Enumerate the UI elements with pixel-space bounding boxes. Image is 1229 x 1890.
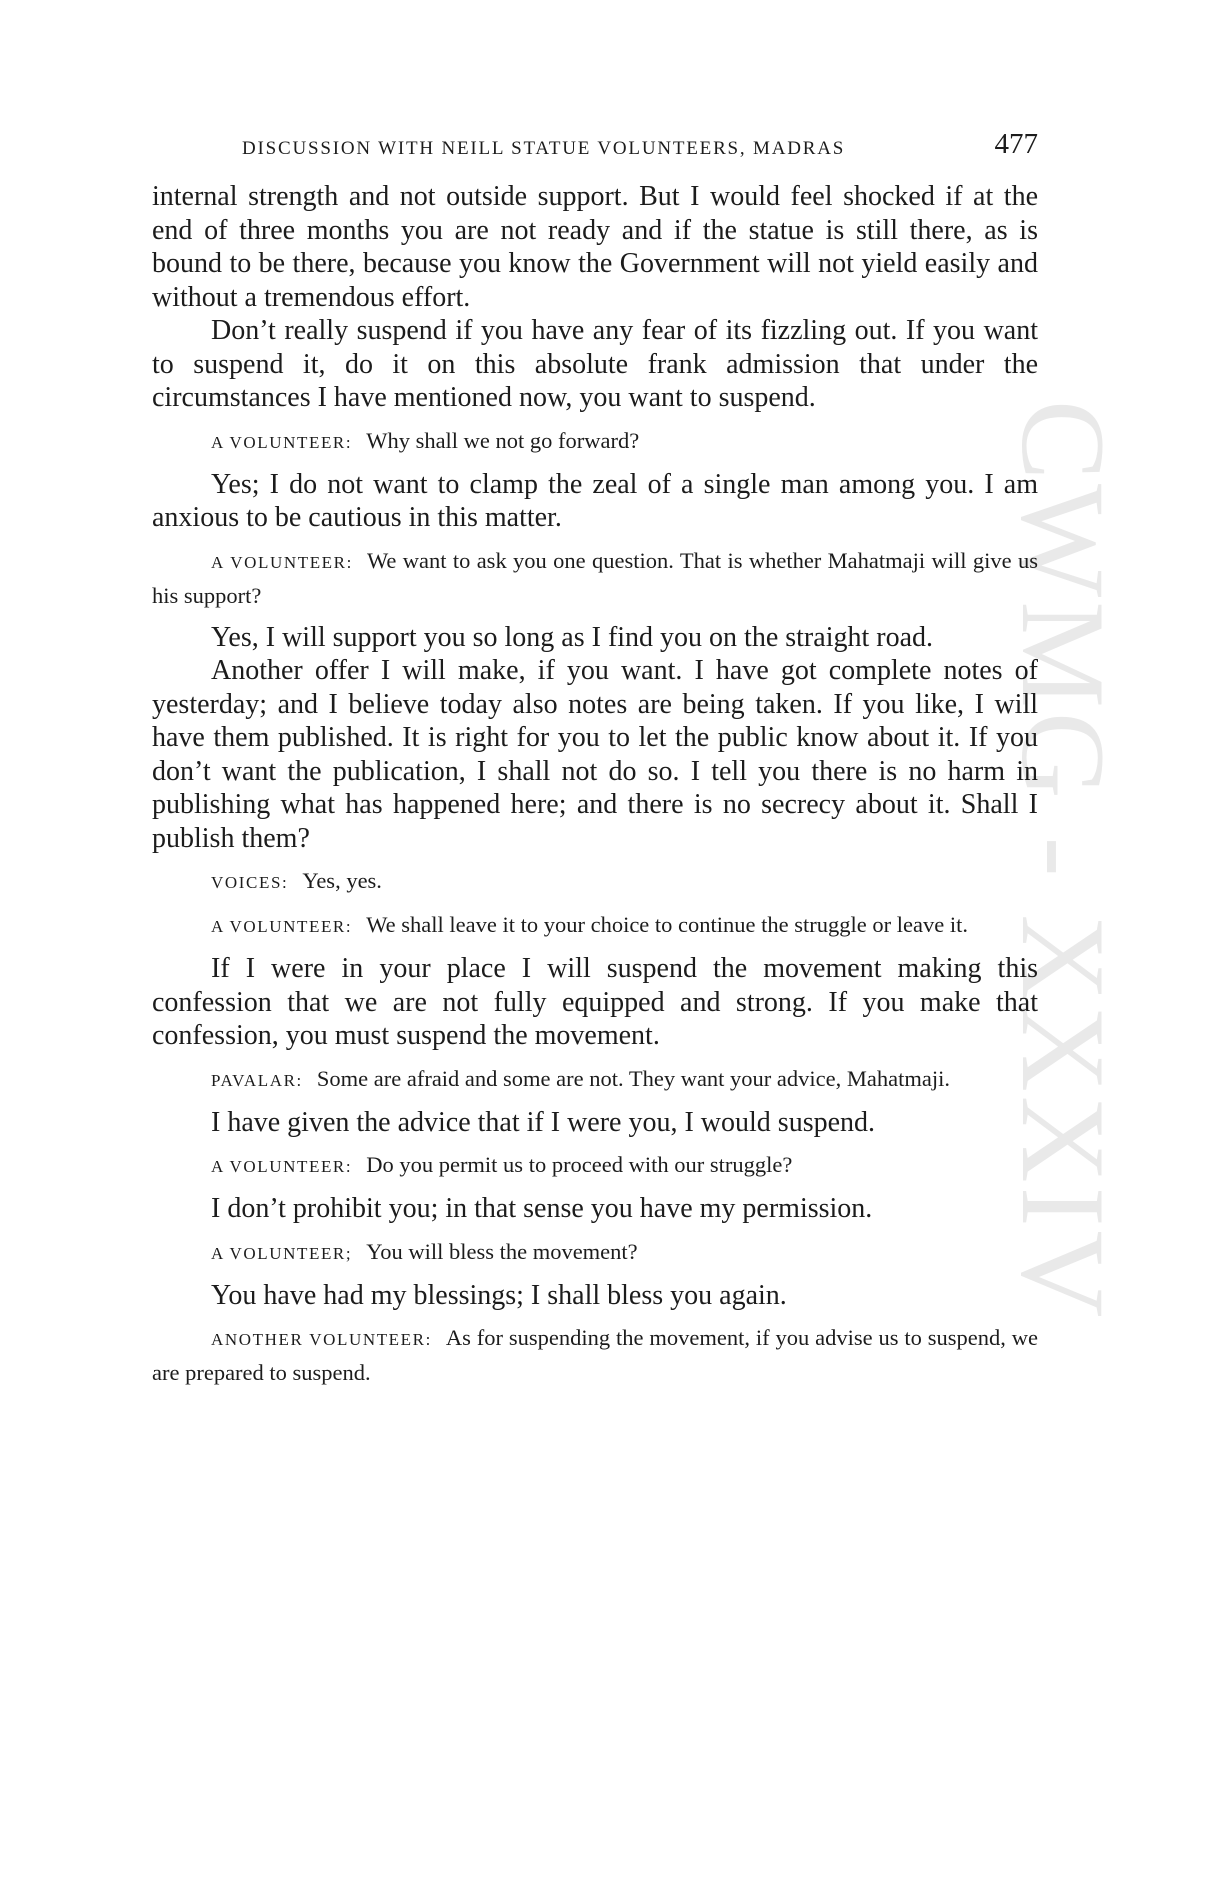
- paragraph-6: If I were in your place I will suspend the movement making this confession that we are not fully equipped and strong. If you make that confession, you must suspend the movement.: [152, 953, 1038, 1051]
- dialogue-2: [152, 544, 1038, 612]
- dialogue-7: [152, 1235, 1038, 1270]
- dialogue-text: Do you permit us to proceed with our struggle?: [366, 1152, 793, 1177]
- speaker-label: PAVALAR:: [211, 1070, 303, 1090]
- dialogue-text: Why shall we not go forward?: [366, 427, 640, 453]
- speaker-label: A VOLUNTEER;: [211, 1243, 353, 1263]
- dialogue-5: [152, 1062, 1038, 1097]
- page-header: [152, 128, 1038, 162]
- dialogue-4: [152, 908, 1038, 943]
- running-head: DISCUSSION WITH NEILL STATUE VOLUNTEERS, MADRAS: [242, 138, 846, 159]
- paragraph-1: internal strength and not outside support. But I would feel shocked if at the end of three months you are not ready and if the statue is still there, as is bound to be there, because you know the Government will not yield easily and without a tremendous effort.: [152, 181, 1038, 313]
- dialogue-text: We shall leave it to your choice to continue the struggle or leave it.: [366, 912, 968, 937]
- watermark: CWMG - XXXIV: [997, 400, 1130, 1322]
- dialogue-text: Some are afraid and some are not. They want your advice, Mahatmaji.: [316, 1065, 950, 1091]
- dialogue-text: You will bless the movement?: [366, 1238, 638, 1264]
- paragraph-3: Yes; I do not want to clamp the zeal of a single man among you. I am anxious to be cautious in this matter.: [152, 468, 1038, 533]
- page: [152, 128, 1038, 1398]
- speaker-label: A VOLUNTEER:: [211, 552, 353, 572]
- speaker-label: VOICES:: [211, 873, 289, 892]
- paragraph-7: I have given the advice that if I were you, I would suspend.: [211, 1106, 876, 1138]
- speaker-label: A VOLUNTEER:: [211, 917, 353, 936]
- speaker-label: ANOTHER VOLUNTEER:: [211, 1330, 432, 1349]
- dialogue-text: As for suspending the movement, if you advise us to suspend, we are prepared to suspend.: [152, 1325, 1038, 1385]
- paragraph-2: Don’t really suspend if you have any fear of its fizzling out. If you want to suspend it, do it on this absolute frank admission that under the circumstances I have mentioned now, you want to suspend.: [152, 315, 1038, 413]
- speaker-label: A VOLUNTEER:: [211, 432, 353, 452]
- dialogue-3: [152, 864, 1038, 899]
- paragraph-9: You have had my blessings; I shall bless you again.: [211, 1279, 787, 1311]
- dialogue-text: Yes, yes.: [302, 868, 382, 893]
- paragraph-8: I don’t prohibit you; in that sense you have my permission.: [211, 1193, 873, 1224]
- speaker-label: A VOLUNTEER:: [211, 1157, 353, 1176]
- dialogue-1: [152, 424, 1038, 459]
- dialogue-text: We want to ask you one question. That is whether Mahatmaji will give us his support?: [152, 547, 1038, 608]
- dialogue-6: [152, 1148, 1038, 1183]
- paragraph-4: Yes, I will support you so long as I find you on the straight road.: [211, 621, 933, 653]
- paragraph-5: Another offer I will make, if you want. I have got complete notes of yesterday; and I believe today also notes are being taken. If you like, I will have them published. It is right for you to let the public know about it. If you don’t want the publication, I shall not do so. I tell you there is no harm in publishing what has happened here; and there is no secrecy about it. Shall I publish them?: [152, 655, 1038, 854]
- dialogue-8: [152, 1321, 1038, 1389]
- page-number: 477: [994, 128, 1038, 160]
- page-body: [152, 180, 1038, 1389]
